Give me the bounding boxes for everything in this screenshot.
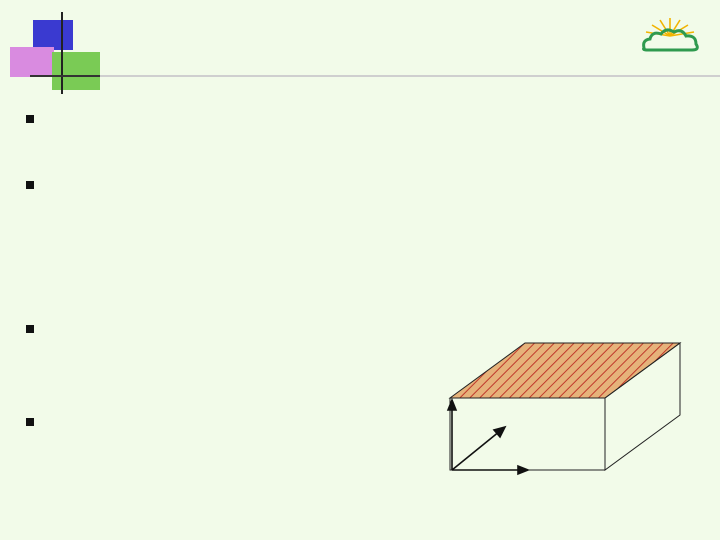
bullet-marker	[26, 181, 34, 189]
decor-square-blue	[33, 20, 73, 50]
bullet-marker	[26, 418, 34, 426]
title-underline-accent	[30, 75, 100, 77]
title-underline	[30, 75, 720, 77]
bullet-marker	[26, 115, 34, 123]
laminate-figure	[430, 338, 720, 498]
laminate-top-face	[450, 343, 680, 398]
bullet-marker	[26, 325, 34, 333]
decor-square-pink	[10, 47, 54, 77]
axes-icon	[448, 400, 528, 474]
decor-square-green	[52, 52, 100, 90]
university-logo	[636, 14, 704, 68]
decor-vertical-line	[61, 12, 63, 94]
